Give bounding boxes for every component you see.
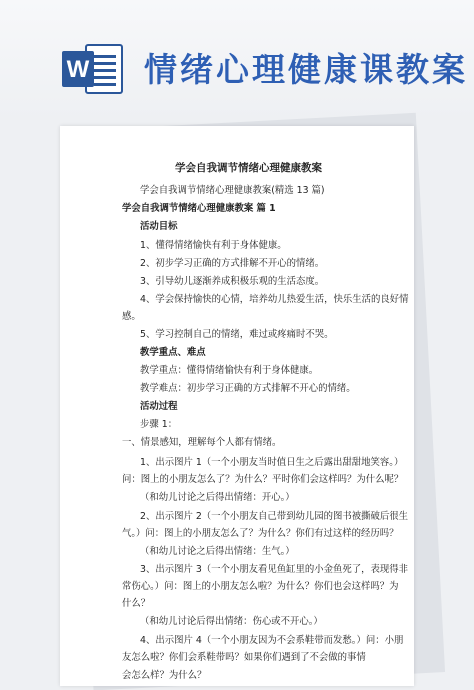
paragraph-line: 问：图上的小朋友怎么了？为什么？平时你们会这样吗？为什么呢？ — [122, 474, 404, 485]
goals-heading: 活动目标 — [140, 221, 178, 232]
key-point: 教学重点：懂得情绪愉快有利于身体健康。 — [140, 365, 319, 376]
document-page — [60, 126, 414, 686]
intro-line: 一、情景感知，理解每个人都有情绪。 — [122, 437, 282, 448]
paragraph-line: 常伤心。）问：图上的小朋友怎么啦？为什么？你们也会这样吗？为 — [122, 581, 399, 592]
paragraph-line: 4、出示图片 4（一个小朋友因为不会系鞋带而发愁。）问：小朋 — [140, 635, 404, 646]
step-label: 步骤 1： — [140, 419, 178, 430]
key-point: 教学难点：初步学习正确的方式排解不开心的情绪。 — [140, 383, 356, 394]
key-heading: 教学重点、难点 — [140, 347, 206, 358]
goal-item: 感。 — [122, 311, 141, 322]
goal-item: 3、引导幼儿逐渐养成积极乐观的生活态度。 — [140, 276, 325, 287]
word-logo-letter: W — [66, 56, 90, 83]
paragraph-line: 2、出示图片 2（一个小朋友自己带到幼儿园的图书被撕破后很生 — [140, 511, 409, 522]
section-heading: 学会自我调节情绪心理健康教案 篇 1 — [122, 203, 276, 214]
goal-item: 5、学习控制自己的情绪，难过或疼痛时不哭。 — [140, 329, 334, 340]
goal-item: 4、学会保持愉快的心情，培养幼儿热爱生活，快乐生活的良好情 — [140, 294, 409, 305]
paragraph-line: 气。）问：图上的小朋友怎么了？为什么？你们有过这样的经历吗？ — [122, 528, 399, 539]
banner — [0, 0, 474, 120]
banner-title: 情绪心理健康课教案 — [144, 50, 468, 89]
paragraph-line: 会怎么样？为什么？ — [122, 670, 207, 681]
paragraph-line: 3、出示图片 3（一个小朋友看见鱼缸里的小金鱼死了，表现得非 — [140, 564, 409, 575]
paragraph-line: 什么？ — [122, 598, 151, 609]
paragraph-line: （和幼儿讨论之后得出情绪：生气。） — [140, 546, 295, 557]
word-logo-icon — [62, 42, 124, 96]
paragraph-line: （和幼儿讨论后得出情绪：伤心或不开心。） — [140, 616, 323, 627]
paragraph-line: 1、出示图片 1（一个小朋友当时值日生之后露出甜甜地笑容。） — [140, 457, 404, 468]
doc-title: 学会自我调节情绪心理健康教案 — [175, 162, 322, 174]
process-heading: 活动过程 — [140, 401, 178, 412]
paragraph-line: （和幼儿讨论之后得出情绪：开心。） — [140, 492, 295, 503]
goal-item: 1、懂得情绪愉快有利于身体健康。 — [140, 240, 287, 251]
paragraph-line: 友怎么啦？你们会系鞋带吗？如果你们遇到了不会做的事情 — [122, 652, 366, 663]
goal-item: 2、初步学习正确的方式排解不开心的情绪。 — [140, 258, 325, 269]
doc-subtitle: 学会自我调节情绪心理健康教案(精选 13 篇) — [140, 185, 325, 196]
